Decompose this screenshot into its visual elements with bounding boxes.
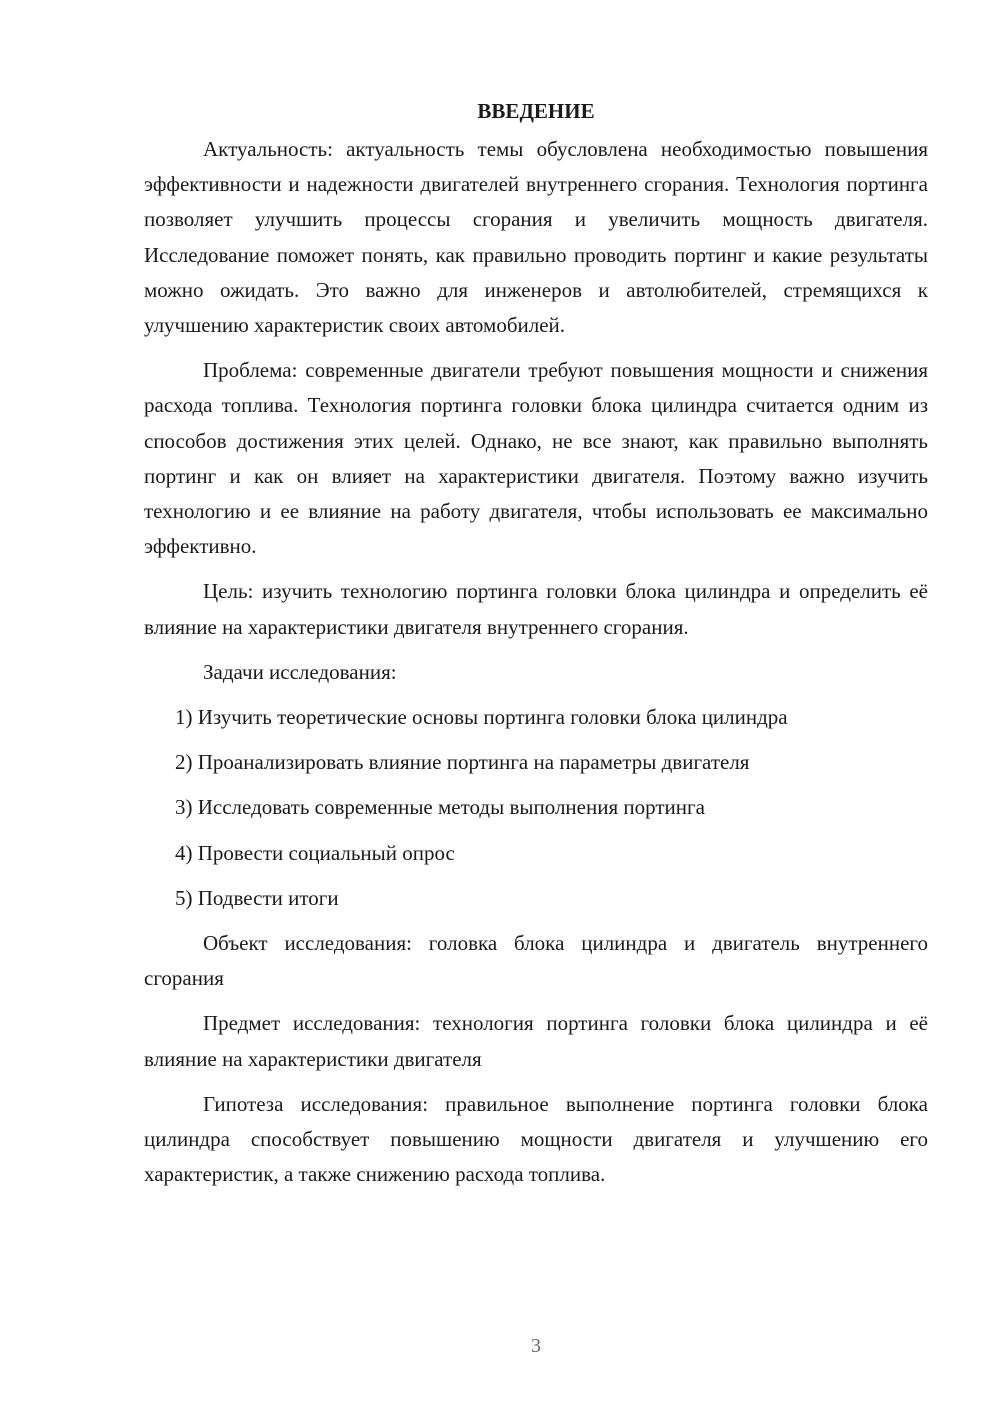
relevance-paragraph: Актуальность: актуальность темы обусловлена необходимостью повышения эффективности и надежности двигателей внутреннего сгорания. Технология портинга позволяет улучшить процессы сгорания и увеличить мощность двигателя. Исследование поможет понять, как правильно проводить портинг и какие результаты можно ожидать. Это важно для инженеров и автолюбителей, стремящихся к улучшению характеристик своих автомобилей. (144, 137, 928, 338)
section-heading: ВВЕДЕНИЕ (477, 99, 595, 123)
task-item: 4) Провести социальный опрос (175, 840, 455, 865)
goal-paragraph: Цель: изучить технологию портинга головки блока цилиндра и определить её влияние на характеристики двигателя внутреннего сгорания. (144, 579, 928, 639)
tasks-title: Задачи исследования: (203, 659, 397, 684)
task-item: 3) Исследовать современные методы выполнения портинга (175, 795, 705, 820)
task-item: 2) Проанализировать влияние портинга на параметры двигателя (175, 750, 750, 775)
subject-paragraph: Предмет исследования: технология портинга головки блока цилиндра и её влияние на характеристики двигателя (144, 1011, 928, 1071)
problem-paragraph: Проблема: современные двигатели требуют повышения мощности и снижения расхода топлива. Технология портинга головки блока цилиндра считается одним из способов достижения этих целей. Однако, не все знают, как правильно выполнять портинг и как он влияет на характеристики двигателя. Поэтому важно изучить технологию и ее влияние на работу двигателя, чтобы использовать ее максимально эффективно. (144, 358, 928, 559)
object-paragraph: Объект исследования: головка блока цилиндра и двигатель внутреннего сгорания (144, 931, 928, 991)
page-content (144, 96, 928, 1192)
task-item: 5) Подвести итоги (175, 885, 339, 910)
page-number: 3 (531, 1335, 541, 1357)
task-item: 1) Изучить теоретические основы портинга головки блока цилиндра (175, 705, 788, 730)
hypothesis-paragraph: Гипотеза исследования: правильное выполнение портинга головки блока цилиндра способствует повышению мощности двигателя и улучшению его характеристик, а также снижению расхода топлива. (144, 1091, 928, 1187)
task-list (144, 700, 928, 916)
